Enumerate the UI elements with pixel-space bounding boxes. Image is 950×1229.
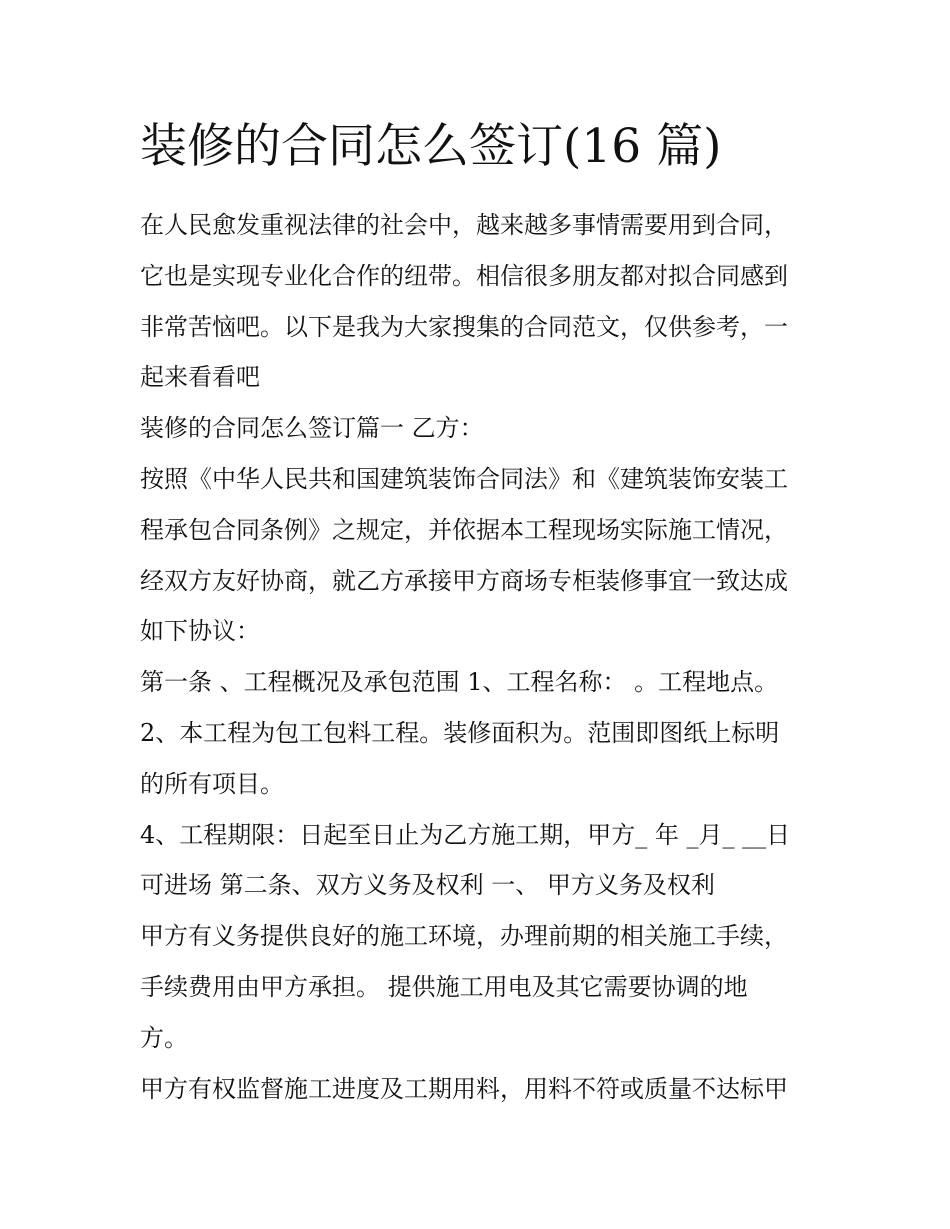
- text-line-13: 4、工程期限：日起至日止为乙方施工期，甲方_ 年 _月_ __日: [140, 820, 791, 849]
- text-line-8: 经双方友好协商，就乙方承接甲方商场专柜装修事宜一致达成: [140, 566, 788, 595]
- text-line-14: 可进场 第二条、双方义务及权利 一、 甲方义务及权利: [140, 871, 715, 900]
- text-line-2: 它也是实现专业化合作的纽带。相信很多朋友都对拟合同感到: [140, 261, 788, 290]
- text-line-3: 非常苦恼吧。以下是我为大家搜集的合同范文，仅供参考，一: [140, 312, 788, 341]
- document-body: [140, 200, 830, 1114]
- text-line-1: 在人民愈发重视法律的社会中，越来越多事情需要用到合同，: [140, 211, 788, 239]
- text-line-18: 甲方有权监督施工进度及工期用料，用料不符或质量不达标甲: [140, 1074, 788, 1103]
- text-line-17: 方。: [140, 1023, 188, 1052]
- document-title: 装修的合同怎么签订(16 篇): [140, 119, 722, 174]
- text-line-4: 起来看看吧: [140, 363, 260, 392]
- text-line-12: 的所有项目。: [140, 769, 284, 798]
- text-line-11: 2、本工程为包工包料工程。装修面积为。范围即图纸上标明: [140, 718, 780, 747]
- text-line-7: 程承包合同条例》之规定，并依据本工程现场实际施工情况，: [140, 515, 788, 544]
- text-line-15: 甲方有义务提供良好的施工环境，办理前期的相关施工手续，: [140, 922, 788, 951]
- text-line-16: 手续费用由甲方承担。 提供施工用电及其它需要协调的地: [140, 972, 748, 1001]
- text-line-9: 如下协议：: [140, 617, 260, 646]
- text-line-10: 第一条 、工程概况及承包范围 1、工程名称： 。工程地点。: [140, 668, 779, 697]
- section-heading-1: 装修的合同怎么签订篇一 乙方：: [140, 414, 484, 443]
- text-line-6: 按照《中华人民共和国建筑装饰合同法》和《建筑装饰安装工: [140, 464, 788, 493]
